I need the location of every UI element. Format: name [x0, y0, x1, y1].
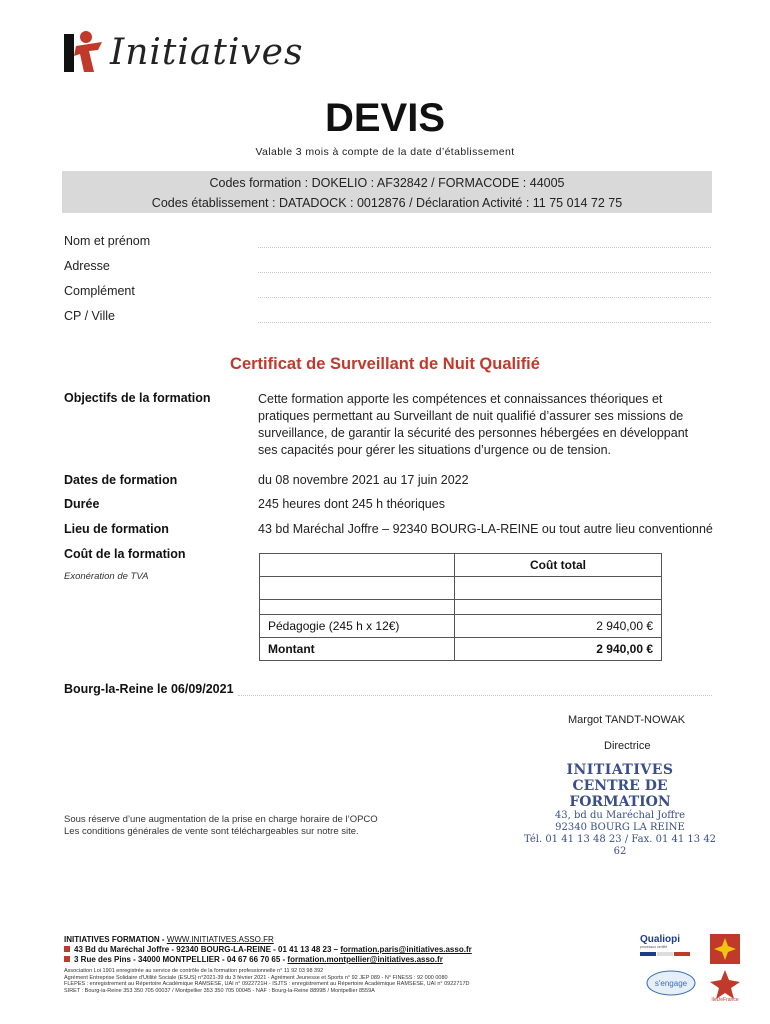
logo-figure-icon [62, 28, 106, 76]
field-line-address [258, 272, 711, 273]
field-label-city: CP / Ville [64, 309, 115, 323]
place-line [238, 695, 712, 696]
dates-value: du 08 novembre 2021 au 17 juin 2022 [258, 473, 469, 487]
pedagogie-label: Pédagogie (245 h x 12€) [260, 615, 455, 638]
codes-box [62, 171, 712, 213]
flag-stripe-icon [640, 951, 690, 957]
document-title: DEVIS [324, 96, 446, 140]
cost-header: Coût total [455, 554, 662, 577]
pedagogie-value: 2 940,00 € [455, 615, 662, 638]
codes-etablissement: Codes établissement : DATADOCK : 0012876 / Déclaration Activité : 11 75 014 72 75 [151, 196, 623, 210]
footer-address-paris: 43 Bd du Maréchal Joffre - 92340 BOURG-LA-REINE - 01 41 13 48 23 – [74, 945, 341, 954]
table-cell [455, 577, 662, 600]
objectives-label: Objectifs de la formation [64, 391, 211, 405]
table-row [260, 577, 662, 600]
validity-note: Valable 3 mois à compte de la date d’établissement [255, 146, 515, 158]
logo-wordmark: Initiatives [110, 31, 304, 73]
objectives-line: surveillance, de garantir la sécurité des personnes hébergées en développant [258, 426, 689, 440]
signer-name: Margot TANDT-NOWAK [568, 714, 686, 726]
engage-badge [646, 970, 696, 996]
region-cross-icon [710, 934, 740, 964]
footer-email-paris-link[interactable]: formation.paris@initiatives.asso.fr [340, 945, 472, 954]
cost-table [259, 553, 662, 661]
footer-address-montpellier: 3 Rue des Pins - 34000 MONTPELLIER - 04 67 66 70 65 - [74, 955, 288, 964]
footer [64, 935, 624, 994]
field-label-complement: Complément [64, 284, 135, 298]
qualiopi-label: Qualiopi [640, 934, 680, 945]
table-cell [455, 600, 662, 615]
footer-legal-line: Association Loi 1901 enregistrée au service de contrôle de la formation professionnelle n° 11 92 03 98 392 [64, 968, 324, 974]
objectives-text [258, 391, 718, 459]
table-row [260, 615, 662, 638]
stamp-line: 43, bd du Maréchal Joffre [554, 810, 686, 821]
engage-label: s'engage [654, 979, 688, 988]
initiatives-logo [62, 24, 303, 80]
cgv-note: Les conditions générales de vente sont téléchargeables sur notre site. [64, 826, 359, 837]
codes-formation: Codes formation : DOKELIO : AF32842 / FORMACODE : 44005 [209, 176, 565, 190]
footer-email-montpellier-link[interactable]: formation.montpellier@initiatives.asso.fr [287, 955, 443, 964]
qualiopi-badge [640, 934, 702, 966]
duree-value: 245 heures dont 245 h théoriques [258, 497, 445, 511]
stamp-line: INITIATIVES [566, 762, 674, 778]
qualiopi-sub: processus certifié [640, 945, 668, 949]
table-row [260, 600, 662, 615]
duree-label: Durée [64, 497, 100, 511]
footer-legal-line: SIRET : Bourg-la-Reine 353 350 705 00037 / Montpellier 353 350 705 00045 - NAF : Bourg-la-Reine 8899B / Montpellier 8559A [64, 987, 375, 994]
organization-stamp [520, 762, 720, 858]
montant-value: 2 940,00 € [455, 638, 662, 661]
objectives-line: Cette formation apporte les compétences et connaissances théoriques et [258, 392, 663, 406]
region-logo [708, 968, 742, 1002]
bullet-icon [64, 956, 70, 962]
table-cell [260, 577, 455, 600]
place-date: Bourg-la-Reine le 06/09/2021 [64, 682, 234, 696]
field-label-name: Nom et prénom [64, 234, 151, 248]
lieu-label: Lieu de formation [64, 522, 169, 536]
table-cell [260, 554, 455, 577]
certificate-title: Certificat de Surveillant de Nuit Qualifié [230, 355, 540, 373]
objectives-line: pratiques permettant au Surveillant de nuit qualifié d’assurer ses missions de [258, 409, 684, 423]
stamp-line: Tél. 01 41 13 48 23 / Fax. 01 41 13 42 62 [523, 834, 717, 857]
bullet-icon [64, 946, 70, 952]
stamp-line: 92340 BOURG LA REINE [555, 822, 685, 833]
opco-note: Sous réserve d’une augmentation de la prise en charge horaire de l’OPCO [64, 814, 378, 825]
dates-label: Dates de formation [64, 473, 178, 487]
objectives-line: ses capacités pour gérer les situations d’urgence ou de tension. [258, 443, 611, 457]
field-line-city [258, 322, 711, 323]
montant-label: Montant [260, 638, 455, 661]
tva-note: Exonération de TVA [64, 571, 149, 582]
table-row [260, 554, 662, 577]
lieu-value: 43 bd Maréchal Joffre – 92340 BOURG-LA-REINE ou tout autre lieu conventionné [258, 522, 713, 536]
signer-role: Directrice [604, 740, 651, 752]
field-label-address: Adresse [64, 259, 110, 273]
footer-legal-line: FLEPES : enregistrement au Répertoire Académique RAMSESE, UAI n° 0922721H - ISJTS : enregistrement au Répertoire Académique RAMSESE, UAI n° 0922717D [64, 981, 470, 987]
cout-label: Coût de la formation [64, 547, 186, 561]
table-row [260, 638, 662, 661]
field-line-name [258, 247, 711, 248]
footer-website-link[interactable]: WWW.INITIATIVES.ASSO.FR [166, 935, 274, 944]
region-label: IleDeFrance [711, 997, 739, 1002]
table-cell [260, 600, 455, 615]
stamp-line: CENTRE DE FORMATION [569, 778, 671, 810]
footer-legal-line: Agrément Entreprise Solidaire d'Utilité Sociale (ESUS) n°2021-39 du 3 février 2021 - Agrément Jeunesse et Sports n° 92 JEP 089 - N° FINESS : 92 000 0080 [64, 974, 448, 981]
footer-org: INITIATIVES FORMATION - [64, 935, 167, 944]
field-line-complement [258, 297, 711, 298]
